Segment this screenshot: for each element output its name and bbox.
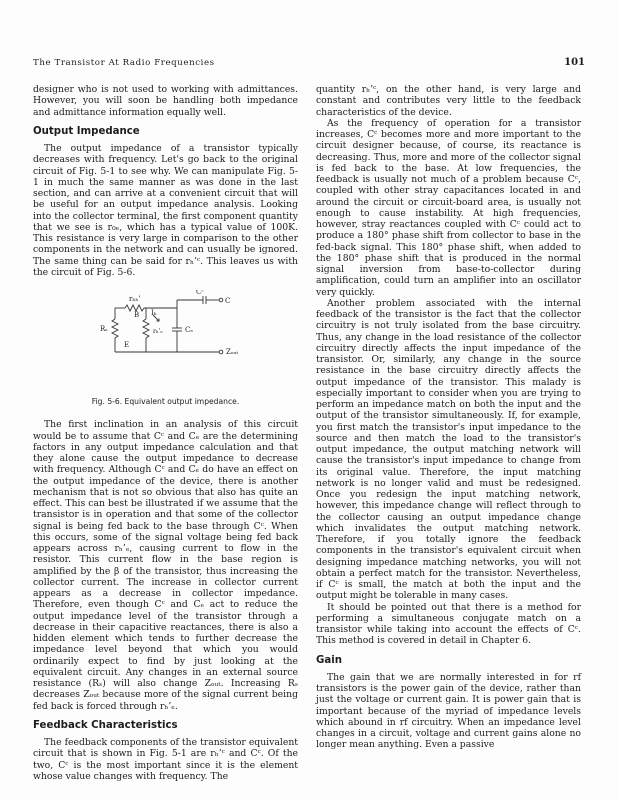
figure-caption: Fig. 5-6. Equivalent output impedance. [91,397,240,406]
running-title: The Transistor At Radio Frequencies [33,58,215,68]
label-emitter: E [124,341,130,349]
heading-feedback-characteristics: Feedback Characteristics [33,719,178,731]
label-ib: Iₕ [151,309,157,317]
page-header [33,58,585,72]
label-collector: C [225,297,231,305]
label-rbe: rₕ’ₑ [153,328,163,335]
right-paragraph-3: Another problem associated with the internal feedback of the transistor is the fact that the collector circuitry is not truly isolated from the base circuitry. Thus, any change in the load resistance of the collector circuitry directly affects the input impedance of the transistor. Or, similarly, any change in the source resistance in the base circuitry directly affects the output impedance of the transistor. This malady is especially important to consider when you are trying to perform an impedance match on both the input and the output of the transistor simultaneously. If, for example, you first match the transistor's input impedance to the source and then match the load to the transistor's output impedance, the output matching network will cause the transistor's input impedance to change from its original value. Therefore, the input matching network is no longer valid and must be redesigned. Once you redesign the input matching network, however, this impedance change will reflect through to the collector causing an output impedance change which invalidates the output matching network. Therefore, if you totally ignore the feedback components in the transistor's equivalent circuit when designing impedance matching networks, you will not obtain a perfect match for the transistor. Nevertheless, if Cᶜ is small, the match at both the input and the output might be tolerable in many cases. [316,297,581,602]
label-zout: Zₒᵤₜ [226,348,239,356]
heading-gain: Gain [316,654,342,666]
left-column [33,84,298,782]
right-paragraph-2: As the frequency of operation for a transistor increases, Cᶜ becomes more and more important to the circuit designer because, of course, its reactance is decreasing. Thus, more and more of the collector signal is fed back to the base. At low frequencies, the feedback is usually not much of a problem because Cᶜ, coupled with other stray capacitances located in and around the circuit or circuit-board area, is usually not enough to cause instability. At high frequencies, however, stray reactances coupled with Cᶜ could act to produce a 180° phase shift from collector to base in the fed-back signal. This 180° phase shift, when added to the 180° phase shift that is produced in the normal signal inversion from base-to-collector during amplification, could turn an amplifier into an oscillator very quickly. [316,117,581,298]
right-paragraph-1: quantity rₕ’ᶜ, on the other hand, is very large and constant and contributes very little to the feedback characteristics of the device. [316,84,581,118]
right-column [316,84,581,751]
heading-output-impedance: Output Impedance [33,125,140,137]
equivalent-output-circuit-diagram [33,290,298,394]
label-rs: Rₛ [100,325,108,333]
left-paragraph-3: The first inclination in an analysis of this circuit would be to assume that Cᶜ and Cₑ are the determining factors in any output impedance calculation and that they alone cause the output impedance to decrease with frequency. Although Cᶜ and Cₑ do have an effect on the output impedance of the device, there is another mechanism that is not so obvious that also has quite an effect. This can best be illustrated if we assume that the transistor is in operation and that some of the collector signal is being fed back to the base through Cᶜ. When this occurs, some of the signal voltage being fed back appears across rₕ’ₑ, causing current to flow in the resistor. This current flow in the base region is amplified by the β of the transistor, thus increasing the collector current. The increase in collector current appears as a decrease in collector impedance. Therefore, even though Cᶜ and Cₑ act to reduce the output impedance level of the transistor through a decrease in their capacitive reactances, there is also a hidden element which tends to further decrease the impedance level beyond that which you would ordinarily expect to find by just looking at the equivalent circuit. Any changes in an external source resistance (Rₛ) will also change Zₒᵤₜ. Increasing Rₛ decreases Zₒᵤₜ because more of the signal current being fed back is forced through rₕ’ₑ. [33,419,298,712]
left-paragraph-1: designer who is not used to working with admittances. However, you will soon be handling both impedance and admittance information equally well. [33,84,298,118]
label-rbb: rₕₕ’ [129,295,141,303]
label-base: B [134,311,140,319]
label-cc: Cᶜ [196,290,204,296]
left-paragraph-2: The output impedance of a transistor typically decreases with frequency. Let's go back to the original circuit of Fig. 5-1 to see why. We can manipulate Fig. 5-1 in much the same manner as was done in the last section, and can arrive at a convenient circuit that will be useful for an output impedance analysis. Looking into the collector terminal, the first component quantity that we see is r₀ₑ, which has a typical value of 100K. This resistance is very large in comparison to the other components in the network and can usually be ignored. The same thing can be said for rₕ’ᶜ. This leaves us with the circuit of Fig. 5-6. [33,143,298,278]
right-paragraph-4: It should be pointed out that there is a method for performing a simultaneous conjugate match on a transistor while taking into account the effects of Cᶜ. This method is covered in detail in Chapter 6. [316,601,581,647]
figure-5-6 [33,290,298,394]
page-number: 101 [564,57,585,68]
right-paragraph-5: The gain that we are normally interested in for rf transistors is the power gain of the device, rather than just the voltage or current gain. It is power gain that is important because of the myriad of impedance levels which abound in rf circuitry. When an impedance level changes in a circuit, voltage and current gains alone no longer mean anything. Even a passive [316,671,581,751]
label-ce: Cₑ [185,326,194,334]
left-paragraph-4: The feedback components of the transistor equivalent circuit that is shown in Fig. 5-1 are rₕ’ᶜ and Cᶜ. Of the two, Cᶜ is the most important since it is the element whose value changes with frequency. The [33,737,298,782]
